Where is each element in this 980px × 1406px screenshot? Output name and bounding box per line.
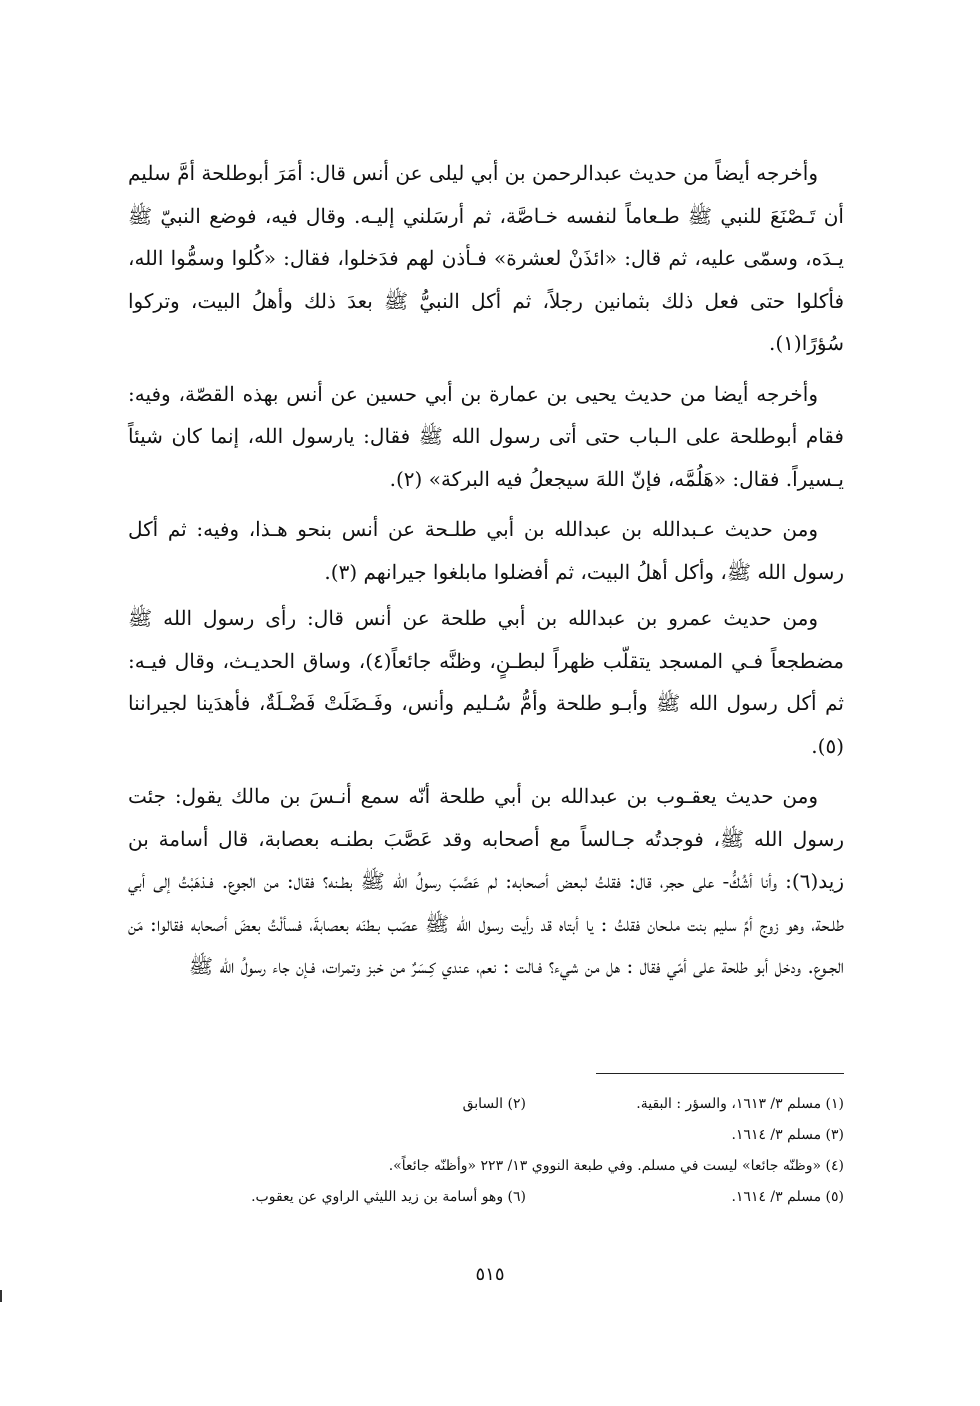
paragraph: ومن حديث عمرو بن عبدالله بن أبي طلحة عن أنس قال: رأى رسول الله ﷺ مضطجعاً فـي المسجد يتقلّب ظهراً لبطـنٍ، وظنَّه جائعاً(٤)، وساق الحديـث، وقال فيـه: ثم أكل رسول الله ﷺ وأبـو طلحة وأمُّ سُـليم وأنس، وفَـضَلَتْ فَضْـلَةٌ، فأهدَينا لجيراننا (٥). xyxy=(128,606,844,758)
footnote: (٢) السابق xyxy=(462,1096,526,1112)
footnote-row xyxy=(128,1182,844,1213)
footnote-row xyxy=(128,1089,844,1120)
footnote-divider xyxy=(596,1073,844,1074)
footnote: (٤) «وظنّه جائعا» ليست في مسلم. وفي طبعة النووي ١٣/ ٢٢٣ «وأظنّه جائعاً». xyxy=(388,1158,844,1174)
footnote-row xyxy=(128,1151,844,1182)
paragraph: ومن حديث يعقـوب بن عبدالله بن أبي طلحة أنّه سمع أنـسَ بن مالك يقول: جئت رسول الله ﷺ، فوجدتُه جـالساً مع أصحابه وقد عَصَّبَ بطنـه بعصابة، قال أسامة بن زيد(٦): وأنا أشُكُّ- على حجر، قال: فقلتُ لبعض أصحابه: لم عَصَّبَ رسولُ الله ﷺ بطـنه؟ فقال: من الجوع. فـذهَبْتُ إلى أبي طلـحة، وهو زوج أمِّ سليم بنت ملـحان فقلتُ : يا أبتاه قد رأيت رسول الله ﷺ عصّب بـطنَه بعصابةَ، فسألْتُ بعضَ أصحابه فقالوا: مَن الجـوع. ودخل أبو طلحة على أمّي فقال : هل من شيء؟ فـالت : نعم، عندي كِـسَرٌ من خبز وتمرات، فـإن جاء رسولُ الله ﷺ xyxy=(128,784,844,978)
scan-margin-mark xyxy=(0,1290,2,1302)
footnote: (٣) مسلم ٣/ ١٦١٤. xyxy=(731,1127,844,1143)
paragraph: وأخرجه أيضا من حديث يحيى بن عمارة بن أبي حسين عن أنس بهذه القصّة، وفيه: فقام أبوطلحة على الـباب حتى أتى رسول الله ﷺ فقال: يارسول الله، إنما كان شيئاً يـسيراً. فقال: «هَلُمَّه، فإنّ اللهَ سيجعلُ فيه البركة» (٢). xyxy=(128,381,844,491)
footnote-row xyxy=(128,1120,844,1151)
paragraph: وأخرجه أيضاً من حديث عبدالرحمن بن أبي ليلى عن أنس قال: أمَرَ أبوطلحة أمَّ سليم أن تَـصْنَعَ للنبي ﷺ طـعاماً لنفسه خـاصَّة، ثم أرسَلني إليـه. وقال فيه، فوضع النبيّ ﷺ يـدَه، وسمّى عليه، ثم قال: «ائذَنْ لعشرة» فـأذن لهم فدَخلوا، فقال: «كُلوا وسمُّوا الله، فأكلوا حتى فعل ذلك بثمانين رجلاً، ثم أكل النبيُّ ﷺ بعدَ ذلك وأهلُ البيت، وتركوا سُؤرًا(١). xyxy=(128,161,844,355)
footnote: (٥) مسلم ٣/ ١٦١٤. xyxy=(731,1189,844,1205)
footnote: (٦) وهو أسامة بن زيد الليثي الراوي عن يعقوب. xyxy=(251,1189,526,1205)
footnote: (١) مسلم ٣/ ١٦١٣، والسؤر : البقية. xyxy=(636,1096,844,1112)
footnotes xyxy=(128,1089,844,1213)
main-text xyxy=(128,152,844,996)
page-number: ٥١٥ xyxy=(475,1264,505,1285)
paragraph: ومن حديث عـبدالله بن عبدالله بن أبي طلـحة عن أنس بنحو هـذا، وفيه: ثم أكل رسول الله ﷺ، وأكل أهلُ البيت، ثم أفضلوا مابلغوا جيرانهم (٣). xyxy=(128,517,844,584)
